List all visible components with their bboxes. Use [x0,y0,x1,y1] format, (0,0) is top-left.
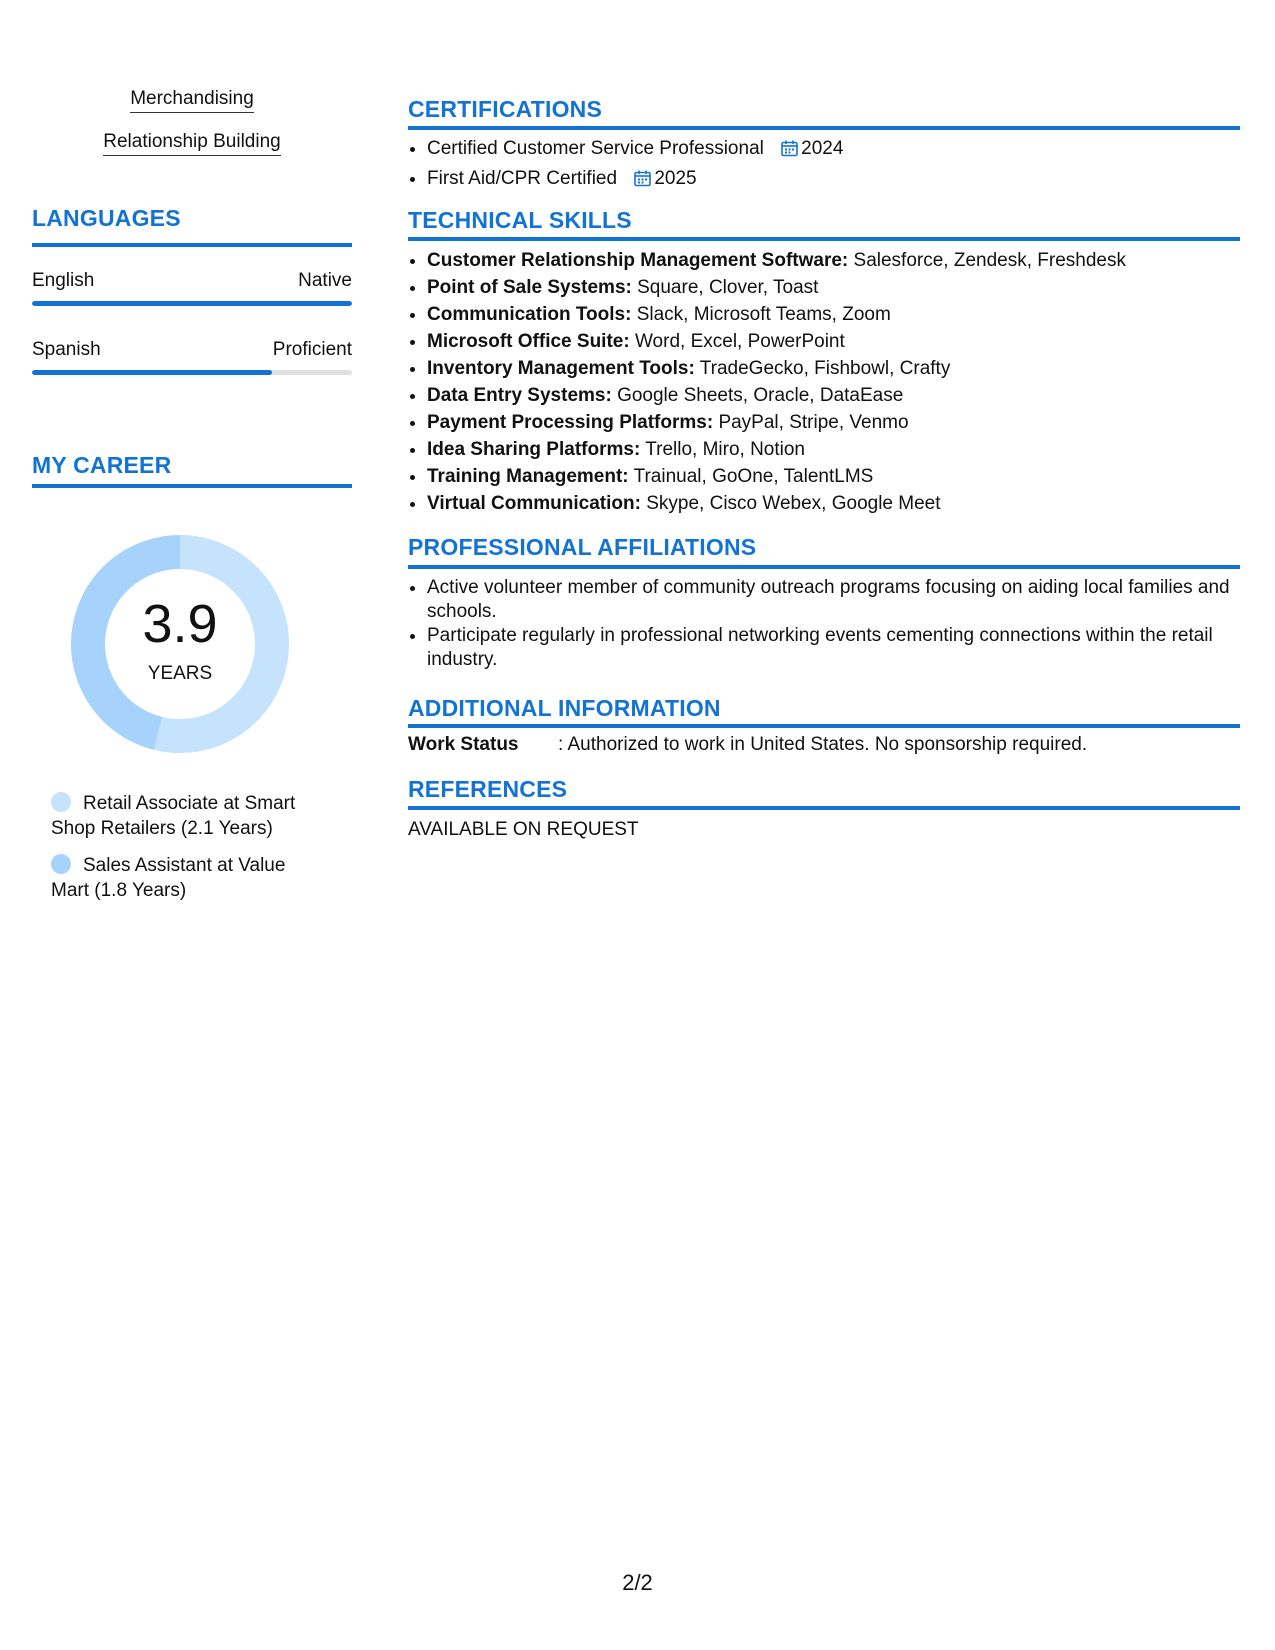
section-rule [408,806,1240,810]
language-name: Spanish [32,339,101,360]
technical-skill-label: Payment Processing Platforms: [427,412,714,433]
technical-skill-label: Training Management: [427,466,629,487]
technical-skill-value: PayPal, Stripe, Venmo [718,412,909,433]
career-total-years: 3.9 [142,594,218,654]
work-status-label: Work Status [408,734,519,755]
career-donut-chart [67,531,293,757]
certification-name: First Aid/CPR Certified [427,168,618,189]
affiliation-item: • Participate regularly in professional networking events cementing connections within the retail industry. [427,624,1240,672]
technical-skill-item [427,490,1240,517]
certifications-title: CERTIFICATIONS [408,96,603,122]
technical-skill-item [427,436,1240,463]
certification-item [427,135,1240,165]
section-rule [32,484,352,488]
certification-year: 2025 [654,168,697,189]
technical-skill-item [427,355,1240,382]
additional-info-title: ADDITIONAL INFORMATION [408,695,721,721]
technical-skill-item [427,409,1240,436]
technical-skills-title: TECHNICAL SKILLS [408,207,632,233]
language-level: Native [298,270,352,291]
career-total-unit: YEARS [147,663,213,684]
affiliations-list [408,576,1240,672]
technical-skill-label: Point of Sale Systems: [427,277,632,298]
skill-tag: Merchandising [32,88,352,110]
legend-dot [51,854,71,874]
certification-item [427,165,1240,195]
language-bar-fill [32,370,272,375]
technical-skill-item [427,274,1240,301]
certification-name: Certified Customer Service Professional [427,138,764,159]
technical-skill-item [427,301,1240,328]
work-status-row [408,734,1087,756]
work-status-value: : Authorized to work in United States. No sponsorship required. [558,734,1088,755]
technical-skill-value: Skype, Cisco Webex, Google Meet [646,493,941,514]
language-bar [32,301,352,306]
technical-skill-label: Microsoft Office Suite: [427,331,630,352]
technical-skill-label: Inventory Management Tools: [427,358,695,379]
calendar-icon [781,138,798,165]
calendar-icon [634,168,651,195]
language-bar [32,370,352,375]
technical-skill-value: Slack, Microsoft Teams, Zoom [636,304,891,325]
technical-skill-label: Communication Tools: [427,304,632,325]
section-rule [32,243,352,247]
certification-year: 2024 [801,138,844,159]
section-rule [408,565,1240,569]
technical-skill-label: Data Entry Systems: [427,385,612,406]
language-bar-fill [32,301,352,306]
career-title: MY CAREER [32,452,172,478]
technical-skill-value: Salesforce, Zendesk, Freshdesk [853,250,1126,271]
career-legend-item [51,853,311,903]
technical-skill-label: Idea Sharing Platforms: [427,439,641,460]
certifications-list [408,135,1240,195]
technical-skill-value: Square, Clover, Toast [637,277,819,298]
technical-skill-value: Word, Excel, PowerPoint [634,331,845,352]
technical-skill-value: TradeGecko, Fishbowl, Crafty [699,358,951,379]
language-level: Proficient [272,339,352,360]
references-value: AVAILABLE ON REQUEST [408,819,639,840]
technical-skills-list [408,247,1240,517]
language-name: English [32,270,95,291]
references-title: REFERENCES [408,776,568,802]
technical-skill-value: Google Sheets, Oracle, DataEase [617,385,904,406]
affiliations-title: PROFESSIONAL AFFILIATIONS [408,534,757,560]
languages-title: LANGUAGES [32,205,181,231]
page-number: 2/2 [622,1570,653,1595]
technical-skill-item [427,382,1240,409]
affiliation-item: • Active volunteer member of community outreach programs focusing on aiding local families and schools. [427,576,1240,624]
technical-skill-value: Trainual, GoOne, TalentLMS [633,466,874,487]
technical-skill-value: Trello, Miro, Notion [645,439,806,460]
career-legend-item [51,791,311,841]
skill-tag: Relationship Building [32,131,352,153]
career-legend-label: Sales Assistant at Value Mart (1.8 Years) [51,855,286,901]
technical-skill-item [427,463,1240,490]
technical-skill-label: Virtual Communication: [427,493,641,514]
technical-skill-item [427,247,1240,274]
section-rule [408,237,1240,241]
technical-skill-label: Customer Relationship Management Software: [427,250,849,271]
legend-dot [51,792,71,812]
section-rule [408,126,1240,130]
technical-skill-item [427,328,1240,355]
career-legend-label: Retail Associate at Smart Shop Retailers (2.1 Years) [51,793,296,839]
section-rule [408,724,1240,728]
